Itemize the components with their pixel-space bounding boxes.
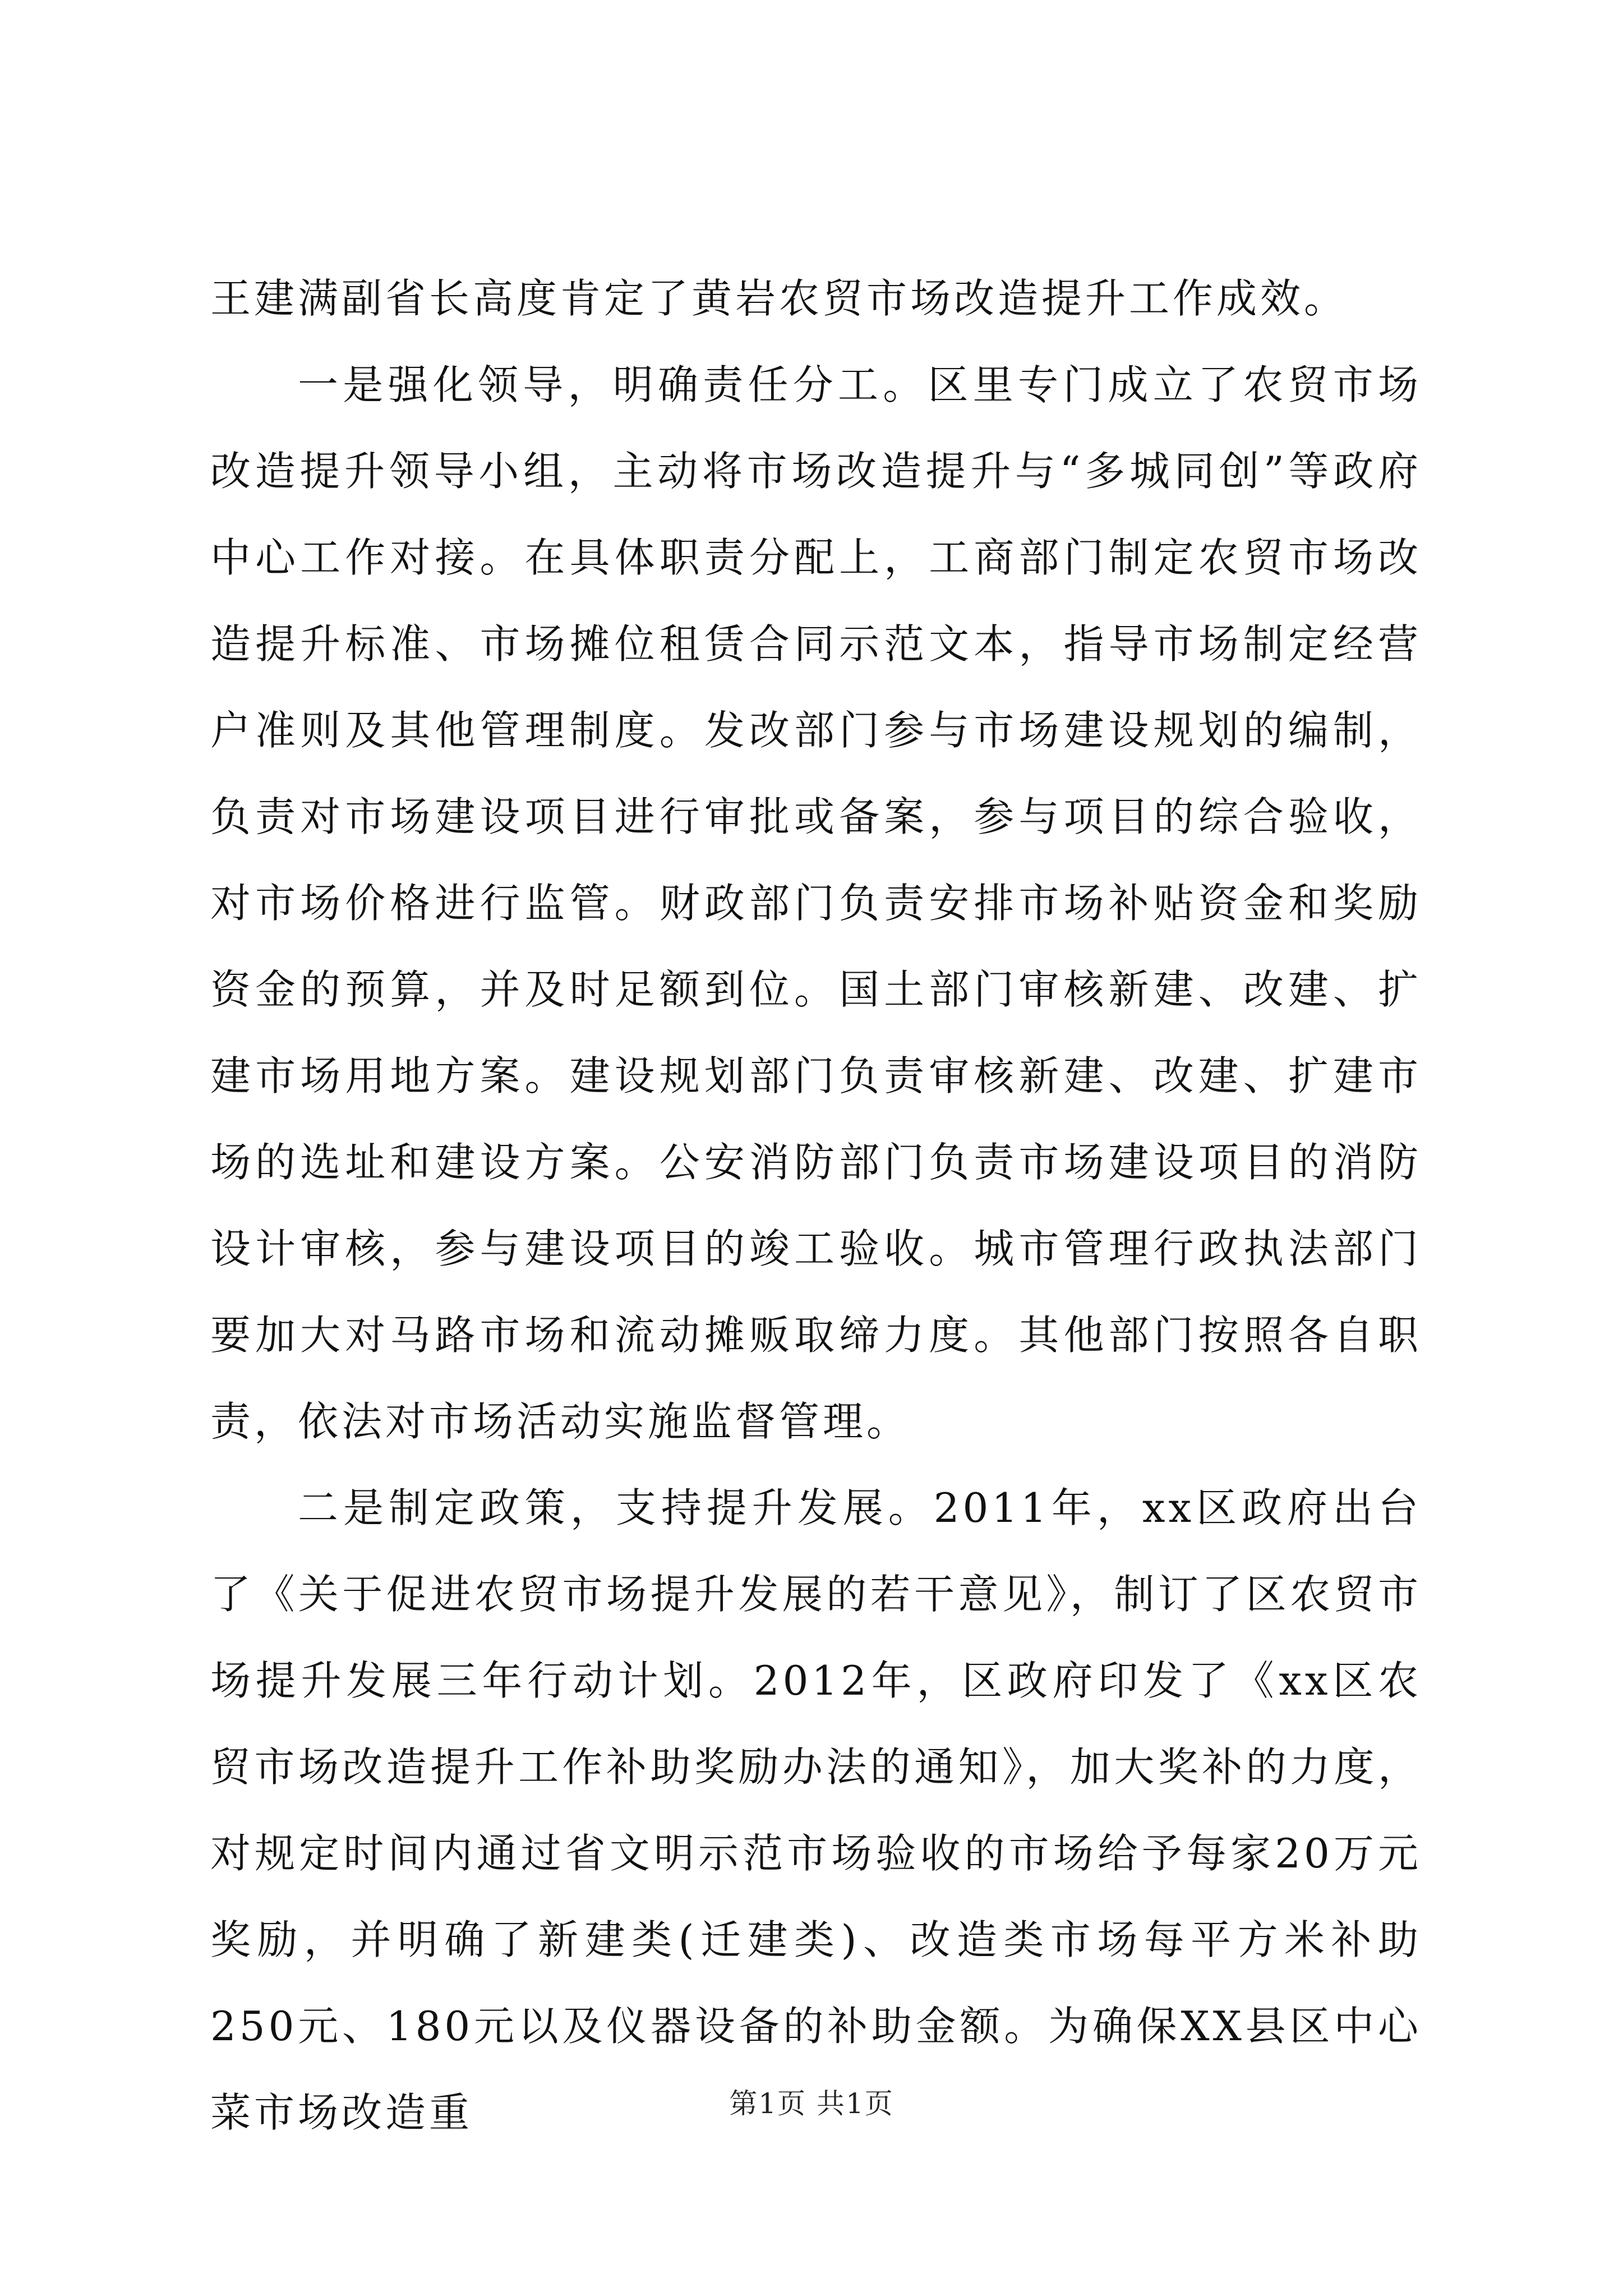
paragraph-leadership: 一是强化领导，明确责任分工。区里专门成立了农贸市场改造提升领导小组，主动将市场改造提升与“多城同创”等政府中心工作对接。在具体职责分配上，工商部门制定农贸市场改造提升标准、市场摊位租赁合同示范文本，指导市场制定经营户准则及其他管理制度。发改部门参与市场建设规划的编制，负责对市场建设项目进行审批或备案，参与项目的综合验收，对市场价格进行监管。财政部门负责安排市场补贴资金和奖励资金的预算，并及时足额到位。国土部门审核新建、改建、扩建市场用地方案。建设规划部门负责审核新建、改建、扩建市场的选址和建设方案。公安消防部门负责市场建设项目的消防设计审核，参与建设项目的竣工验收。城市管理行政执法部门要加大对马路市场和流动摊贩取缔力度。其他部门按照各自职责，依法对市场活动实施监督管理。 (210, 361, 1422, 1445)
page-footer: 第1页 共1页 (729, 2087, 894, 2120)
paragraph-continuation: 王建满副省长高度肯定了黄岩农贸市场改造提升工作成效。 (210, 275, 1348, 322)
document-body (210, 255, 1422, 2156)
paragraph-policy: 二是制定政策，支持提升发展。2011年，xx区政府出台了《关于促进农贸市场提升发展的若干意见》，制订了区农贸市场提升发展三年行动计划。2012年，区政府印发了《xx区农贸市场改造提升工作补助奖励办法的通知》，加大奖补的力度，对规定时间内通过省文明示范市场验收的市场给予每家20万元奖励，并明确了新建类(迁建类)、改造类市场每平方米补助250元、180元以及仪器设备的补助金额。为确保XX县区中心菜市场改造重 (210, 1484, 1422, 2136)
